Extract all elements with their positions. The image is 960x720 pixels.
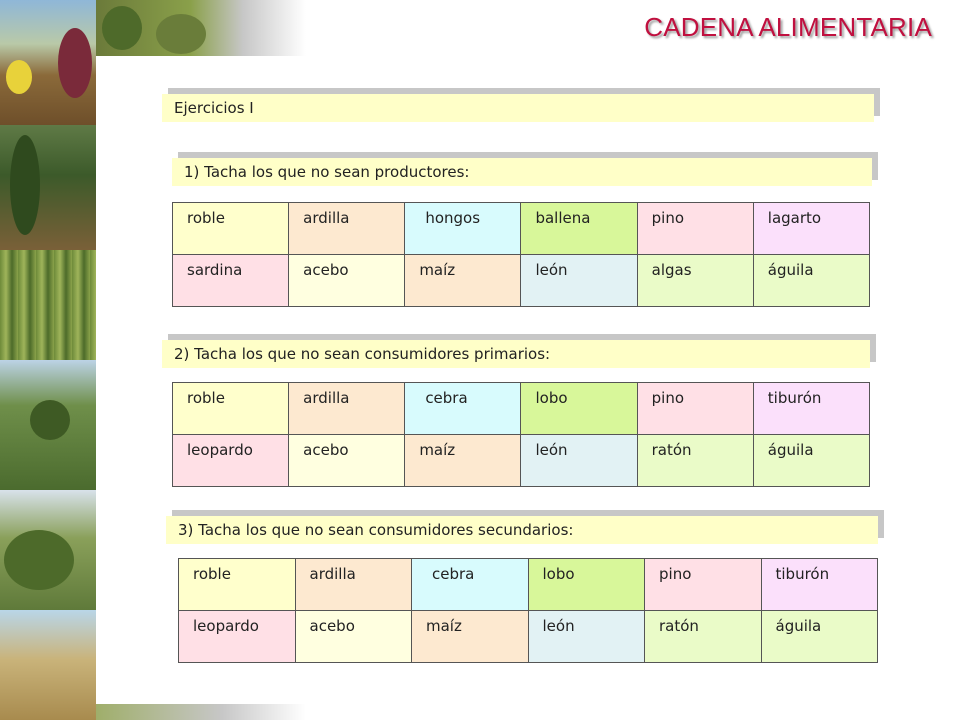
word-cell[interactable]: acebo	[289, 255, 405, 307]
word-cell[interactable]: ardilla	[289, 383, 405, 435]
landscape-photo-1	[0, 0, 96, 125]
table-row	[173, 203, 870, 255]
word-cell[interactable]: ardilla	[289, 203, 405, 255]
exercise-1-table	[172, 202, 870, 307]
word-cell[interactable]: lagarto	[753, 203, 869, 255]
word-cell[interactable]: ratón	[645, 611, 762, 663]
word-cell[interactable]: hongos	[405, 203, 521, 255]
word-cell[interactable]: tiburón	[761, 559, 878, 611]
table-row	[173, 435, 870, 487]
word-cell[interactable]: roble	[179, 559, 296, 611]
exercise-3-table	[178, 558, 878, 663]
table-row	[173, 383, 870, 435]
word-cell[interactable]: sardina	[173, 255, 289, 307]
word-cell[interactable]: roble	[173, 383, 289, 435]
word-cell[interactable]: leopardo	[179, 611, 296, 663]
table-row	[179, 559, 878, 611]
exercise-1-heading: 1) Tacha los que no sean productores:	[172, 158, 872, 186]
exercise-3-heading: 3) Tacha los que no sean consumidores secundarios:	[166, 516, 878, 544]
word-cell[interactable]: águila	[753, 255, 869, 307]
word-cell[interactable]: algas	[637, 255, 753, 307]
word-cell[interactable]: ratón	[637, 435, 753, 487]
landscape-photo-top-strip	[96, 0, 306, 56]
word-cell[interactable]: león	[521, 255, 637, 307]
word-cell[interactable]: ardilla	[295, 559, 412, 611]
word-cell[interactable]: lobo	[528, 559, 645, 611]
page-title: CADENA ALIMENTARIA	[644, 12, 932, 42]
word-cell[interactable]: leopardo	[173, 435, 289, 487]
word-cell[interactable]: león	[528, 611, 645, 663]
worksheet	[96, 56, 960, 704]
exercise-2-table	[172, 382, 870, 487]
landscape-photo-5	[0, 490, 96, 610]
word-cell[interactable]: lobo	[521, 383, 637, 435]
word-cell[interactable]: pino	[645, 559, 762, 611]
landscape-photo-bottom-strip	[96, 704, 306, 720]
word-cell[interactable]: tiburón	[753, 383, 869, 435]
main-heading: Ejercicios I	[162, 94, 874, 122]
word-cell[interactable]: cebra	[412, 559, 529, 611]
word-cell[interactable]: cebra	[405, 383, 521, 435]
landscape-photo-6	[0, 610, 96, 720]
word-cell[interactable]: león	[521, 435, 637, 487]
landscape-photo-strip	[0, 0, 96, 720]
word-cell[interactable]: acebo	[295, 611, 412, 663]
landscape-photo-3	[0, 250, 96, 360]
word-cell[interactable]: águila	[753, 435, 869, 487]
word-cell[interactable]: pino	[637, 203, 753, 255]
word-cell[interactable]: maíz	[412, 611, 529, 663]
exercise-2-heading: 2) Tacha los que no sean consumidores primarios:	[162, 340, 870, 368]
word-cell[interactable]: ballena	[521, 203, 637, 255]
word-cell[interactable]: acebo	[289, 435, 405, 487]
table-row	[179, 611, 878, 663]
word-cell[interactable]: roble	[173, 203, 289, 255]
word-cell[interactable]: maíz	[405, 435, 521, 487]
word-cell[interactable]: maíz	[405, 255, 521, 307]
landscape-photo-2	[0, 125, 96, 250]
word-cell[interactable]: águila	[761, 611, 878, 663]
table-row	[173, 255, 870, 307]
word-cell[interactable]: pino	[637, 383, 753, 435]
landscape-photo-4	[0, 360, 96, 490]
